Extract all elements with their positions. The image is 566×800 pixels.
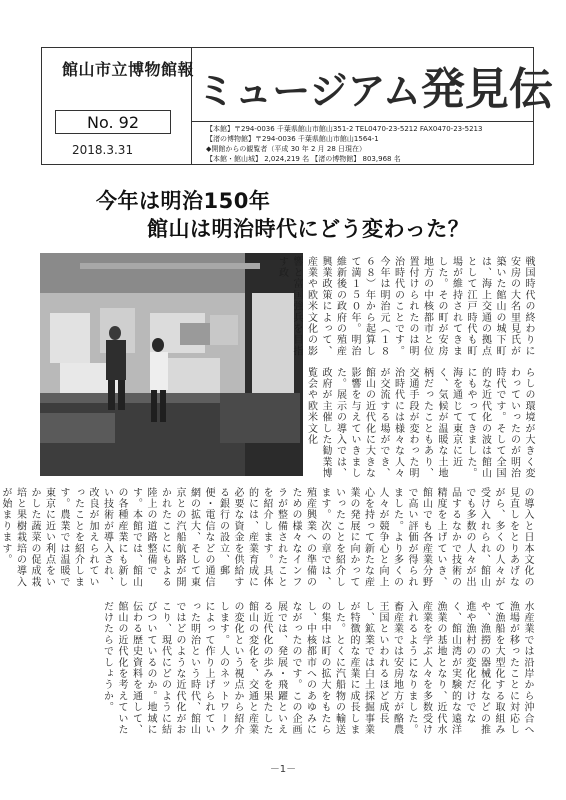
article-column-4: 水産業では沿岸から沖合へ漁場が移ったことに対応して漁船を大型化する取組みや、漁撈の器械化などの推進や漁村の変化だけでなく、館山湾が実験的な遠洋漁業の基地となり、近代水産業を学ぶ人々を多数受け入れるようになりました。畜産業では安房地方が酪農王国といわれるほど成長し、鉱業では白土採掘事業が特徴的な産業に成長しました。とくに汽船物の輸送の集中は町の拡大をもたらし、中核都市へのあゆみにながったのです。この企画展では、発展・飛躍といえる近代化の歩みを果たした館山の変化を、交通と産業の変化という視点から紹介します。人のネットワークによって作り上げられていった明治という時代、館山ではどのような近代化がおこり、現代にどのように結びついているのか。地域に伝わる歴史資料を通して、館山の近代化を考えていただけたらでしょうか。 [101,601,533,736]
masthead-divider-horizontal [191,121,533,122]
logo-part-1: ミュージアム [197,69,421,113]
exhibition-photo-image [40,253,303,476]
museum-info [206,124,528,164]
newsletter-logo [197,64,553,115]
info-line: 【渚の博物館】〒294-0036 千葉県館山市館山1564-1 [206,135,379,143]
info-line: 【本館・館山城】 2,024,219 名 【渚の博物館】 803,968 名 [206,155,401,163]
article-column-1: 戦国時代の終わりに安房の大名里見氏が築いた館山の城下町は、海上交通の拠点として江戸時代も町場が維持されてきました。その町が安房地方の中核都市と位置付けられたのは明治時代のことです。今年は明治元（１８６８）年から起算して満１５０年。明治維新後の政府の殖産興業政策によって、産業や欧米文化の影響と富国強兵を目指す政 [276,256,534,357]
issue-date: 2018.3.31 [72,143,134,157]
headline-line-2: 館山は明治時代にどう変わった？ [147,217,470,241]
museum-name: 館山市立博物館報 [62,60,195,79]
article-column-3: の導入と日本文化の見直しをとりあげながら、多くの人々が受け入れられ、館山でも多数の人々が出品するなかで技術の精度を上げていき、館山でも各産業分野で高い評価が得られました。より多くの人々が競争心と向上心を持って新たな産業の発展に向かっていったことを紹介します。次の章では、殖産興業への準備のための様々なインフラが整備されたことを紹介します。具体的には、産業育成に必要な資金を供給する銀行の設立、郵便・電信などの通信網の拡大、そして東京との汽船航路が開かれたことにもよる陸上の道路整備です。本館では、館山の各種産業にも新しい技術が導入され、改良が加えられていったことを紹介します。農業では温暖で東京に近い利点をいかした蔬菜の促成栽培と果樹栽培の導入が始まります。 [0,487,533,588]
info-line: ◆開館からの観覧者（平成 30 年 2 月 28 日現在） [206,145,367,153]
logo-part-2: 発見伝 [420,64,553,115]
page-number: －1－ [269,764,297,775]
issue-number: No. 92 [55,110,171,134]
info-line: 【本館】〒294-0036 千葉県館山市館山351-2 TEL0470-23-5212 FAX0470-23-5213 [206,125,483,133]
exhibition-photo [40,253,303,476]
article-column-2: らしの環境が大きく変わっていったのが明治時代です。そして全国的な近代化の波は館山にもやってきました。海を通じて東京に近く、気候が温暖な土地柄だったこともあり、交通手段が変わった明治時代には様々な人々が交流する場ができ、館山の近代化に大きな影響を与えていきました。展示の導入では、政府が主催した勧業博覧会や欧米文化 [305,367,534,479]
headline-line-1: 今年は明治150年 [96,189,271,213]
